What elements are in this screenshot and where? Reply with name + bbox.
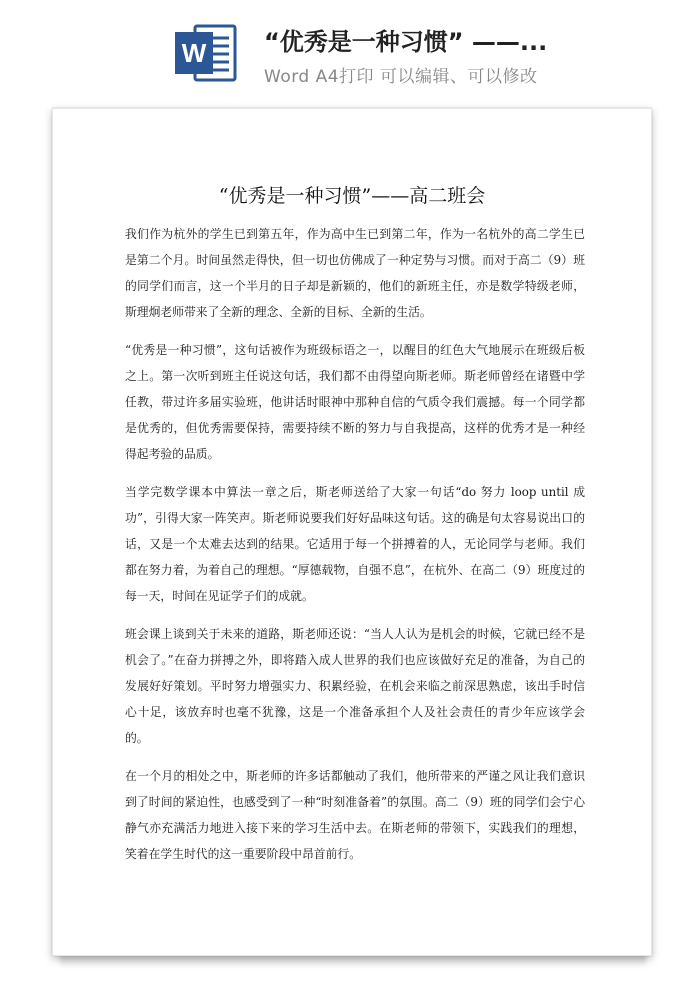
header-bar <box>0 0 700 100</box>
paragraph: 班会课上谈到关于未来的道路，斯老师还说：“当人人认为是机会的时候，它就已经不是机会了。”在奋力拼搏之外，即将踏入成人世界的我们也应该做好充足的准备，为自己的发展好好策划。平时努力增强实力、积累经验，在机会来临之前深思熟虑，该出手时信心十足，该放弃时也毫不犹豫，这是一个准备承担个人及社会责任的青少年应该学会的。 <box>125 627 585 745</box>
word-icon-letter: W <box>181 38 207 68</box>
document-body <box>125 221 585 879</box>
document-page <box>52 108 652 956</box>
paragraph: 当学完数学课本中算法一章之后，斯老师送给了大家一句话“do 努力 loop until 成功”，引得大家一阵笑声。斯老师说要我们好好品味这句话。这的确是句太容易说出口的话，又是一个太难去达到的结果。它适用于每一个拼搏着的人，无论同学与老师。我们都在努力着，为着自己的理想。“厚德载物，自强不息”，在杭外、在高二（9）班度过的每一天，时间在见证学子们的成就。 <box>125 485 585 603</box>
paragraph: 在一个月的相处之中，斯老师的许多话都触动了我们，他所带来的严谨之风让我们意识到了时间的紧迫性，也感受到了一种“时刻准备着”的氛围。高二（9）班的同学们会宁心静气亦充满活力地进入接下来的学习生活中去。在斯老师的带领下，实践我们的理想，笑着在学生时代的这一重要阶段中昂首前行。 <box>125 769 585 861</box>
page-shadow <box>60 954 646 968</box>
file-subtitle: Word A4打印 可以编辑、可以修改 <box>264 67 538 87</box>
paragraph: “优秀是一种习惯”，这句话被作为班级标语之一，以醒目的红色大气地展示在班级后板之上。第一次听到班主任说这句话，我们都不由得望向斯老师。斯老师曾经在诸暨中学任教，带过许多届实验班，他讲话时眼神中那种自信的气质令我们震撼。每一个同学都是优秀的，但优秀需要保持，需要持续不断的努力与自我提高，这样的优秀才是一种经得起考验的品质。 <box>125 343 585 461</box>
file-title: “优秀是一种习惯” ——... <box>264 28 548 56</box>
document-title: “优秀是一种习惯”——高二班会 <box>218 185 486 207</box>
word-icon <box>173 20 239 86</box>
document-preview <box>52 108 652 956</box>
paragraph: 我们作为杭外的学生已到第五年，作为高中生已到第二年，作为一名杭外的高二学生已是第二个月。时间虽然走得快，但一切也仿佛成了一种定势与习惯。而对于高二（9）班的同学们而言，这一个半月的日子却是新颖的，他们的新班主任，亦是数学特级老师，斯理炯老师带来了全新的理念、全新的目标、全新的生活。 <box>125 227 585 319</box>
